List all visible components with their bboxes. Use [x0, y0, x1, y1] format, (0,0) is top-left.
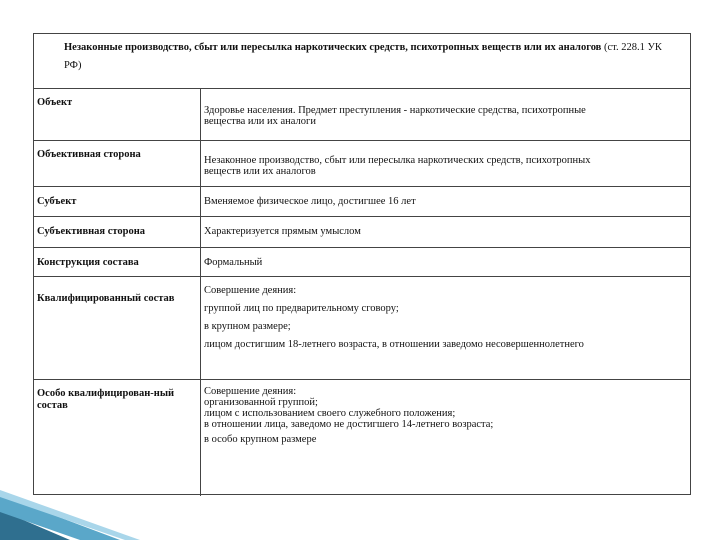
- value-line: Здоровье населения. Предмет преступления - наркотические средства, психотропные: [204, 105, 586, 116]
- value-line: Вменяемое физическое лицо, достигшее 16 лет: [204, 196, 416, 207]
- row-label: Квалифицированный состав: [37, 293, 175, 304]
- row-value: [204, 155, 590, 177]
- table-row-subjective-side: [34, 217, 690, 248]
- value-line: Незаконное производство, сбыт или пересылка наркотических средств, психотропных: [204, 155, 591, 166]
- table-row-qualified: [34, 277, 690, 380]
- table-row-construction: [34, 248, 690, 277]
- value-line: в крупном размере;: [204, 321, 291, 332]
- table-row-subject: [34, 187, 690, 217]
- value-line: лицом достигшим 18-летнего возраста, в отношении заведомо несовершеннолетнего: [204, 339, 584, 350]
- table-title-row: [34, 34, 690, 89]
- row-label: Объективная сторона: [37, 149, 141, 160]
- row-value: [204, 257, 262, 268]
- title-bold: Незаконные производство, сбыт или пересылка наркотических средств, психотропных веществ или их аналогов: [64, 42, 602, 53]
- row-value: [204, 226, 361, 237]
- row-label: Субъект: [37, 196, 77, 207]
- table-row-especially-qualified: [34, 380, 690, 496]
- table-row-objective-side: [34, 141, 690, 187]
- value-line: лицом с использованием своего служебного положения;: [204, 408, 456, 419]
- label-line: Особо квалифицирован-ный: [37, 388, 175, 399]
- value-line: вещества или их аналоги: [204, 116, 316, 127]
- value-line: группой лиц по предварительному сговору;: [204, 303, 399, 314]
- row-value: [204, 196, 416, 207]
- row-value: [204, 282, 584, 354]
- value-line: Характеризуется прямым умыслом: [204, 226, 361, 237]
- table-row-object: [34, 89, 690, 141]
- value-line: веществ или их аналогов: [204, 166, 316, 177]
- value-line: Совершение деяния:: [204, 285, 297, 296]
- row-label: Конструкция состава: [37, 257, 139, 268]
- row-value: [204, 105, 586, 127]
- table-title: [64, 39, 664, 75]
- row-label: Субъективная сторона: [37, 226, 146, 237]
- title-article: (ст. 228.1 УК РФ): [64, 42, 662, 71]
- value-line: организованной группой;: [204, 397, 318, 408]
- row-label: Объект: [37, 97, 73, 108]
- value-line: в особо крупном размере: [204, 434, 317, 445]
- crime-composition-table: [33, 33, 691, 495]
- value-line: Формальный: [204, 257, 263, 268]
- value-line: в отношении лица, заведомо не достигшего 14-летнего возраста;: [204, 419, 494, 430]
- value-line: Совершение деяния:: [204, 386, 297, 397]
- row-label: [37, 388, 174, 412]
- row-value: [204, 386, 493, 445]
- label-line: состав: [37, 400, 68, 411]
